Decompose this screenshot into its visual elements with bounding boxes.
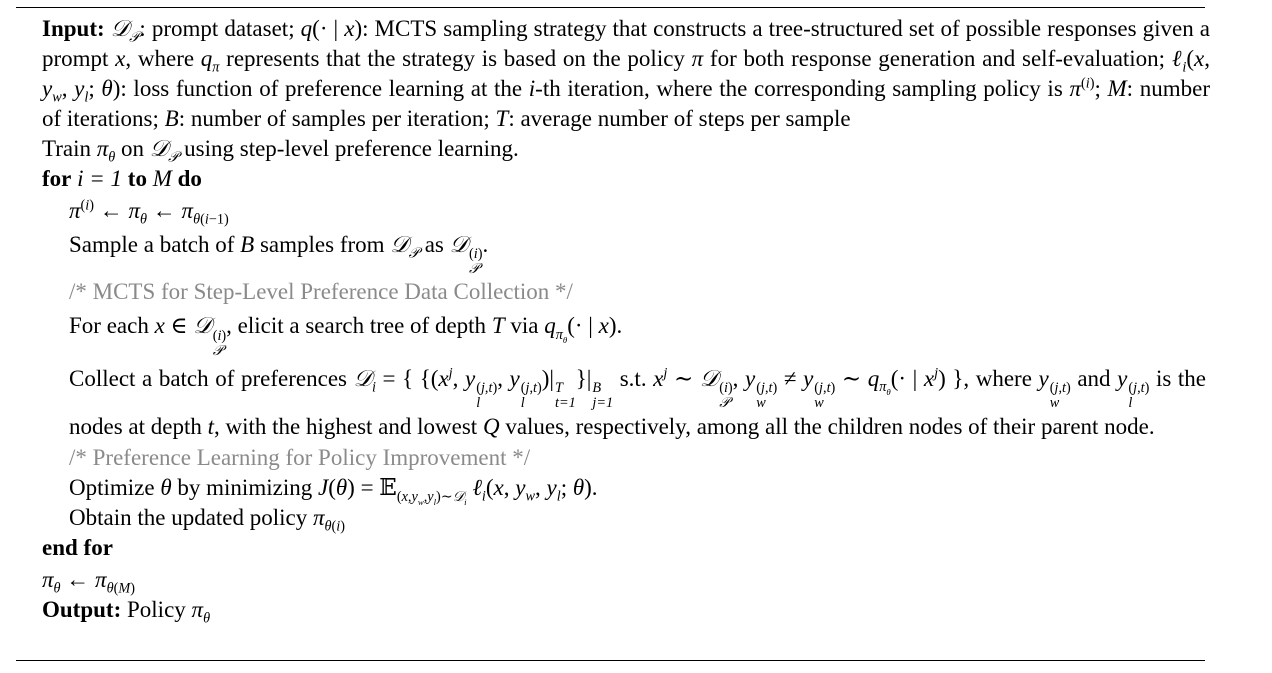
comment-preference: /* Preference Learning for Policy Improvement */ xyxy=(69,445,531,471)
collect-paragraph: Collect a batch of preferences 𝒟$_i$ = { {($x^j$, y (j,t) l , y (j,t) l )| T t=1 }| B j=1 s.t. $x^j$ ∼ 𝒟 (i) 𝒫 , y (j,t) w ≠ y (j,t) w ∼ $q_{\pi_\theta}(\cdot$ | $x^j$) }, where y (j,t) w and y (j,t) l is the nodes at depth t, with the highest and lowest Q values, respectively, among all the children nodes of their parent node. xyxy=(69,365,1207,440)
top-rule xyxy=(16,7,1205,8)
for-keyword: for xyxy=(42,166,72,191)
obtain-line: Obtain the updated policy $\pi_{\theta(i)}$ xyxy=(69,505,345,535)
input-text: 𝒟$_𝒫$: prompt dataset; q(· | x): MCTS sampling strategy that constructs a tree-structured set of possible responses given a prompt x, where $q_\pi$ represents that the strategy is based on the policy π for both response generation and self-evaluation; ℓ$_i$(x, $y_w$, $y_l$; θ): loss function of preference learning at the i-th iteration, where the corresponding sampling policy is $\pi^{(i)}$; M: number of iterations; B: number of samples per iteration; T: average number of steps per sample xyxy=(42,16,1211,131)
end-for: end for xyxy=(42,535,113,561)
optimize-line: Optimize θ by minimizing J(θ) = 𝔼$_{(x,y_w,y_l)\sim 𝒟_i}$ ℓ$_i$(x, $y_w$, $y_l$; θ). xyxy=(69,475,598,507)
assign-line: $\pi^{(i)}$ ← $\pi_\theta$ ← $\pi_{\theta(i-1)}$ xyxy=(69,197,229,228)
to-keyword: to xyxy=(127,166,147,191)
input-keyword: Input: xyxy=(42,16,105,41)
for-header xyxy=(42,164,1206,194)
to-expression: M xyxy=(152,166,172,191)
input-line xyxy=(42,14,1210,134)
final-assign-line: $\pi_\theta$ ← $\pi_{\theta(M)}$ xyxy=(42,567,135,597)
train-line: Train $\pi_\theta$ on 𝒟$_𝒫$ using step-level preference learning. xyxy=(42,136,519,166)
do-keyword: do xyxy=(177,166,202,191)
for-expression: i = 1 xyxy=(77,166,123,191)
foreach-line: For each x ∈ 𝒟 (i) 𝒫 , elicit a search tree of depth T via $q_{\pi_\theta}(\cdot$ | x). xyxy=(69,313,623,359)
algorithm-block xyxy=(42,14,1211,627)
output-line xyxy=(42,595,1206,625)
bottom-rule xyxy=(16,660,1205,661)
sample-line: Sample a batch of B samples from 𝒟$_𝒫$ as 𝒟 (i) 𝒫 . xyxy=(69,232,489,278)
output-text: Policy $\pi_\theta$ xyxy=(127,597,211,627)
comment-mcts: /* MCTS for Step-Level Preference Data Collection */ xyxy=(69,279,573,305)
output-keyword: Output: xyxy=(42,597,122,623)
